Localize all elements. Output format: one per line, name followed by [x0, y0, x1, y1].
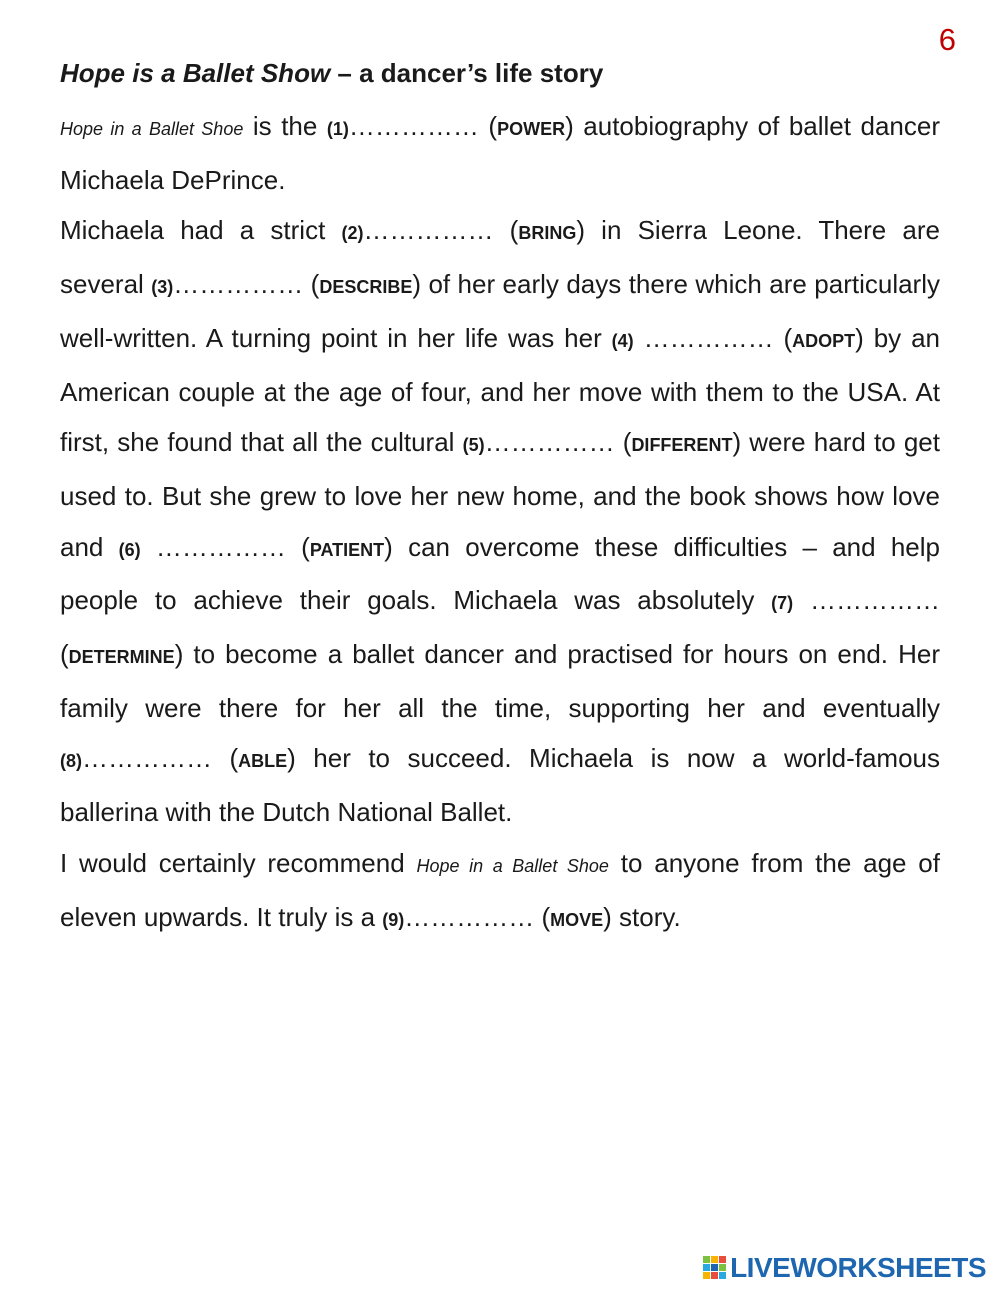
keyword-4: ADOPT: [792, 330, 856, 351]
answer-gap-3[interactable]: ……………: [173, 269, 304, 300]
gap-number-4: (4): [611, 330, 634, 351]
answer-gap-7[interactable]: ……………: [809, 585, 940, 616]
gap-number-8: (8): [60, 751, 82, 772]
keyword-3: DESCRIBE: [319, 277, 413, 298]
keyword-8: ABLE: [238, 751, 288, 772]
answer-gap-9[interactable]: ……………: [404, 901, 535, 932]
title-book-name: Hope is a Ballet Show: [60, 58, 331, 88]
answer-gap-8[interactable]: ……………: [82, 743, 212, 774]
gap-number-3: (3): [151, 277, 174, 298]
book-title-inline: Hope in a Ballet Shoe: [416, 855, 609, 876]
page-title: [60, 58, 603, 89]
keyword-6: PATIENT: [309, 539, 385, 560]
liveworksheets-logo-icon: [703, 1256, 727, 1280]
answer-gap-4[interactable]: ……………: [643, 322, 774, 353]
gap-number-7: (7): [771, 593, 794, 614]
gap-number-1: (1): [326, 119, 349, 139]
page-number: 6: [938, 22, 956, 57]
liveworksheets-logo[interactable]: [703, 1254, 986, 1282]
answer-gap-5[interactable]: ……………: [484, 427, 615, 458]
keyword-7: DETERMINE: [68, 647, 175, 668]
keyword-9: MOVE: [550, 909, 604, 930]
gap-number-5: (5): [462, 435, 485, 456]
paragraph-3: I would certainly recommend Hope in a Ballet Shoe to anyone from the age of eleven upwards. It truly is a (9)…………… (MOVE) story.: [60, 847, 940, 932]
gap-number-2: (2): [341, 223, 364, 244]
title-subtitle: – a dancer’s life story: [330, 58, 604, 88]
answer-gap-2[interactable]: ……………: [363, 215, 494, 246]
gap-number-6: (6): [118, 539, 141, 560]
answer-gap-1[interactable]: ……………: [348, 111, 479, 141]
answer-gap-6[interactable]: ……………: [155, 531, 286, 562]
liveworksheets-logo-text: LIVEWORKSHEETS: [730, 1252, 986, 1283]
exercise-text: [60, 101, 940, 945]
keyword-5: DIFFERENT: [631, 435, 733, 456]
gap-number-9: (9): [382, 909, 405, 930]
book-title-inline: Hope in a Ballet Shoe: [60, 119, 244, 139]
keyword-2: BRING: [518, 223, 577, 244]
paragraph-2: Michaela had a strict (2)…………… (BRING) in Sierra Leone. There are several (3)…………… (DESCRIBE) of her early days there which are particularly well-written. A turning point in her life was her (4) …………… (ADOPT) by an American couple at the age of four, and her move with them to the USA. At first, she found that all the cultural (5)…………… (DIFFERENT) were hard to get used to. But she grew to love her new home, and the book shows how love and (6) …………… (PATIENT) can overcome these difficulties – and help people to achieve their goals. Michaela was absolutely (7) …………… (DETERMINE) to become a ballet dancer and practised for hours on end. Her family were there for her all the time, supporting her and eventually (8)…………… (ABLE) her to succeed. Michaela is now a world-famous ballerina with the Dutch National Ballet.: [60, 215, 941, 828]
paragraph-1: Hope in a Ballet Shoe is the (1)…………… (POWER) autobiography of ballet dancer Michaela DePrince.: [60, 111, 941, 195]
keyword-1: POWER: [497, 119, 566, 139]
